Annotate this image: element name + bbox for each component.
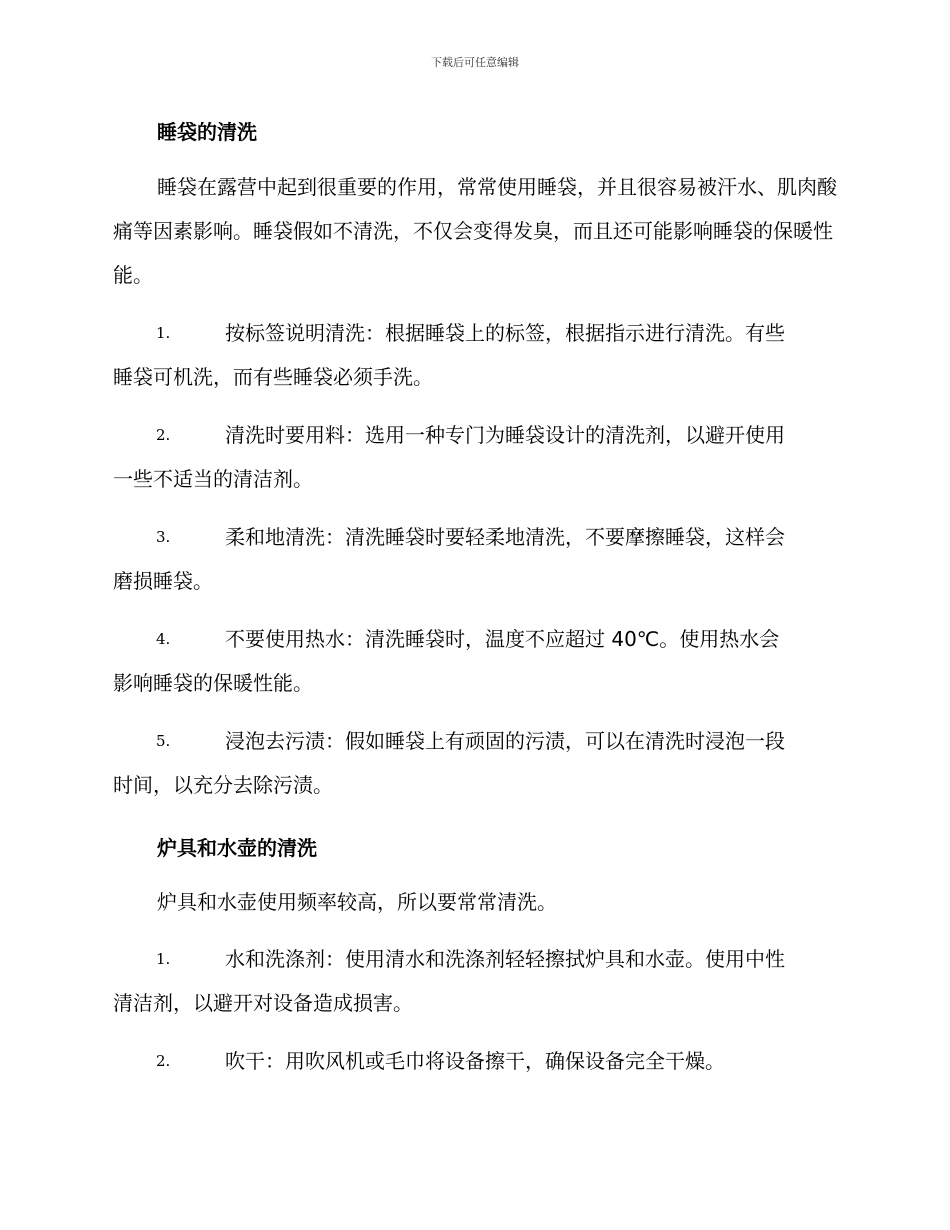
item-first-line: 浸泡去污渍：假如睡袋上有顽固的污渍，可以在清洗时浸泡一段 (225, 729, 785, 753)
item-number: 1. (156, 324, 171, 342)
section-intro-sleeping-bag (113, 165, 843, 297)
list-item (113, 719, 843, 807)
item-first-line: 水和洗涤剂：使用清水和洗涤剂轻轻擦拭炉具和水壶。使用中性 (225, 947, 785, 971)
list-item (113, 617, 843, 705)
section-intro-stove-kettle (113, 880, 843, 924)
list-item (113, 311, 843, 399)
list-item (113, 1039, 843, 1083)
item-number: 2. (156, 426, 171, 444)
section-title-stove-kettle: 炉具和水壶的清洗 (157, 836, 317, 860)
list-item (113, 515, 843, 603)
item-first-line: 按标签说明清洗：根据睡袋上的标签，根据指示进行清洗。有些 (225, 321, 785, 345)
item-number: 1. (156, 950, 171, 968)
item-number: 2. (156, 1052, 171, 1070)
item-continuation: 睡袋可机洗，而有些睡袋必须手洗。 (113, 365, 433, 389)
intro-text: 炉具和水壶使用频率较高，所以要常常清洗。 (157, 890, 557, 914)
page-header: 下载后可任意编辑 (431, 56, 519, 69)
item-first-line: 柔和地清洗：清洗睡袋时要轻柔地清洗，不要摩擦睡袋，这样会 (225, 525, 785, 549)
intro-text: 睡袋在露营中起到很重要的作用，常常使用睡袋，并且很容易被汗水、肌肉酸痛等因素影响。睡袋假如不清洗，不仅会变得发臭，而且还可能影响睡袋的保暖性能。 (113, 175, 837, 287)
list-item (113, 937, 843, 1025)
item-continuation: 一些不适当的清洁剂。 (113, 467, 313, 491)
item-continuation: 影响睡袋的保暖性能。 (113, 671, 313, 695)
item-number: 3. (156, 528, 171, 546)
item-continuation: 清洁剂，以避开对设备造成损害。 (113, 991, 413, 1015)
section-title-sleeping-bag: 睡袋的清洗 (157, 120, 257, 144)
item-continuation: 磨损睡袋。 (113, 569, 213, 593)
item-number: 5. (156, 732, 171, 750)
item-first-line: 不要使用热水：清洗睡袋时，温度不应超过 40℃。使用热水会 (225, 627, 780, 651)
item-continuation: 时间，以充分去除污渍。 (113, 773, 333, 797)
item-first-line: 吹干：用吹风机或毛巾将设备擦干，确保设备完全干燥。 (225, 1049, 725, 1073)
item-number: 4. (156, 630, 171, 648)
list-item (113, 413, 843, 501)
item-first-line: 清洗时要用料：选用一种专门为睡袋设计的清洗剂，以避开使用 (225, 423, 785, 447)
